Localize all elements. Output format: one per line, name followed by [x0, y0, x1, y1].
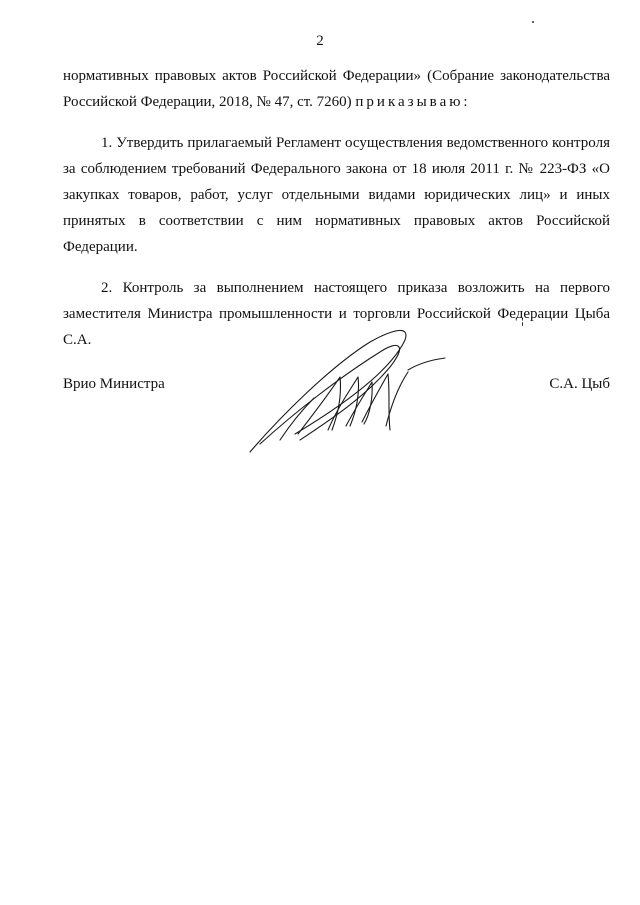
paragraph-item-2: 2. Контроль за выполнением настоящего приказа возложить на первого заместителя Министра промышленности и торговли Российской Федерации Цыба С.А.: [63, 280, 610, 348]
paragraph-item-1: 1. Утвердить прилагаемый Регламент осуществления ведомственного контроля за соблюдением требований Федерального закона от 18 июля 2011 г. № 223-ФЗ «О закупках товаров, работ, услуг отдельными видами юридических лиц» и иных принятых в соответствии с ним нормативных правовых актов Российской Федерации.: [63, 135, 610, 255]
page-number: 2: [316, 33, 324, 49]
signatory-name: С.А. Цыб: [549, 376, 610, 392]
scan-speck: [532, 21, 534, 23]
signatory-title: Врио Министра: [63, 376, 165, 392]
handwritten-signature-icon: [240, 322, 460, 462]
paragraph-preamble: [63, 63, 610, 115]
preamble-text: нормативных правовых актов Российской Федерации» (Собрание законодательства Российской Федерации, 2018, № 47, ст. 7260): [63, 68, 610, 110]
scan-speck: [522, 322, 523, 326]
order-word: приказываю:: [355, 94, 471, 110]
